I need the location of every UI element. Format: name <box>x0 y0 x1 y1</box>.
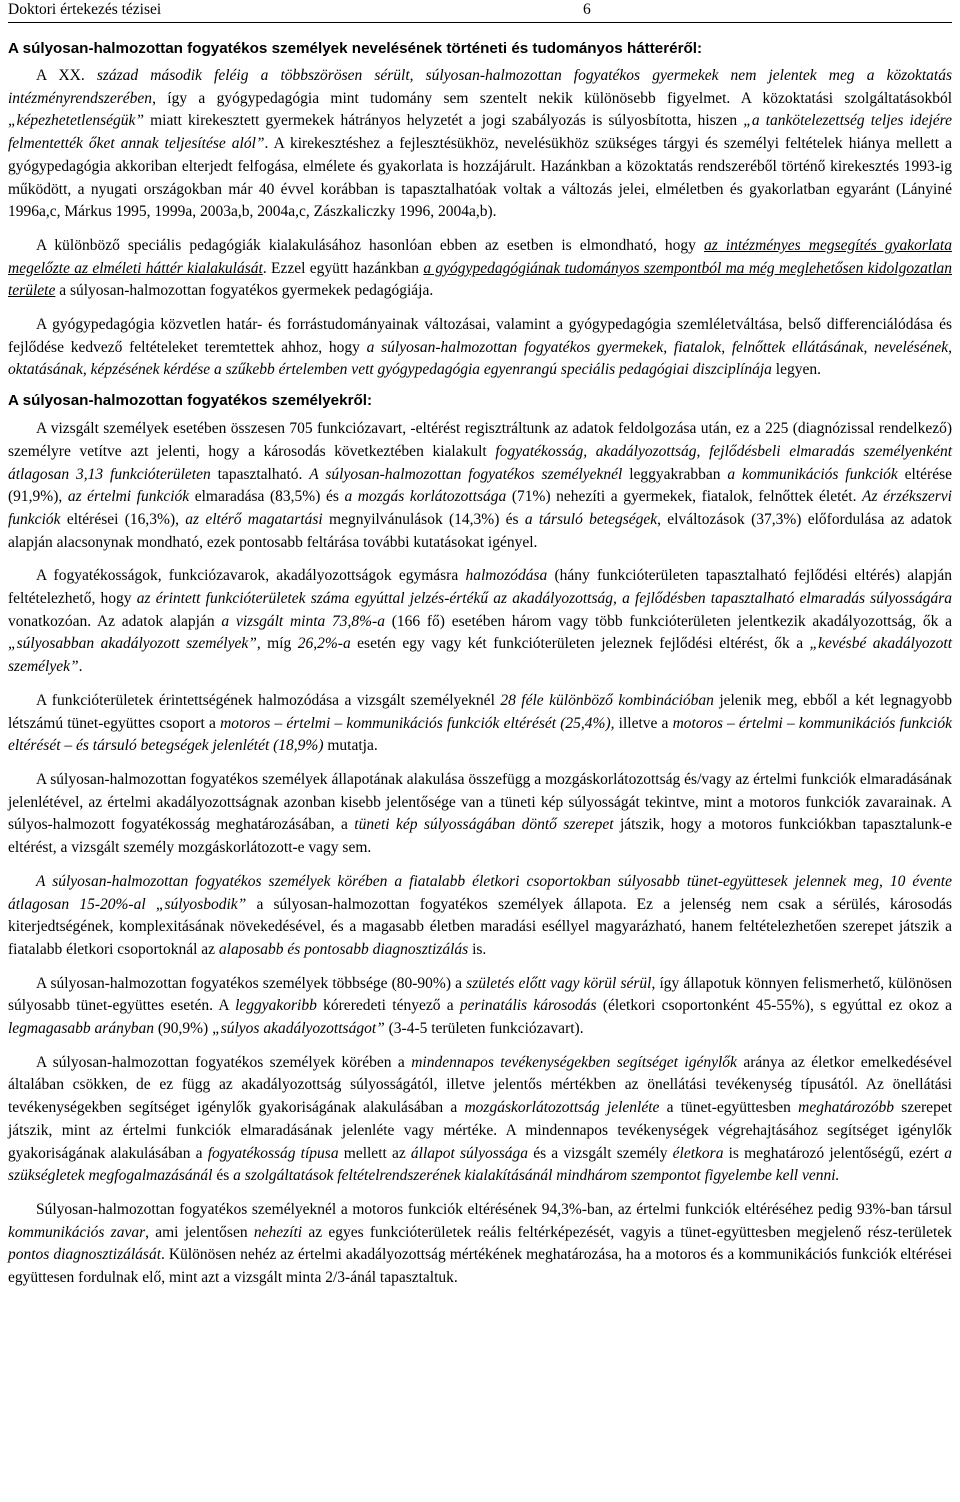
section-heading-history: A súlyosan-halmozottan fogyatékos személyek nevelésének történeti és tudományos hátteréről: <box>8 40 703 57</box>
paragraph-6: A funkcióterületek érintettségének halmozódása a vizsgált személyeknél 28 féle különböző kombinációban jelenik meg, ebből a két legnagyobb létszámú tünet-együttes csoport a motoros – értelmi – kommunikációs funkciók eltérését (25,4%), illetve a motoros – értelmi – kommunikációs funkciók eltérését – és társuló betegségek jelenlétét (18,9%) mutatja. <box>8 691 953 755</box>
paragraph-1: A XX. század második feléig a többszörösen sérült, súlyosan-halmozottan fogyatékos gyermekek nem jelentek meg a közoktatás intézményrendszerében, így a gyógypedagógia mint tudomány sem szentelt nekik különösebb figyelmet. A közoktatási szolgáltatásokból „képezhetetlenségük” miatt kirekesztett gyermekek hátrányos helyzetét a jogi szabályozás is súlyosbította, hiszen „a tankötelezettség teljes idejére felmentették őket annak teljesítése alól”. A kirekesztéshez a fejlesztésükhöz, nevelésükhöz szükséges tárgyi és személyi feltételek hiánya mellett a gyógypedagógia akkoriban elterjedt felfogása, elmélete és gyakorlata is hozzájárult. Hazánkban a közoktatás rendszeréből történő kirekesztés 1993-ig működött, a nyugati országokban már 40 évvel korábban is tapasztalhatóak voltak a változás jelei, elméletben és gyakorlatban egyaránt (Lányiné 1996a,c, Márkus 1995, 1999a, 2003a,b, 2004a,c, Zászkaliczky 1996, 2004a,b). <box>8 67 953 221</box>
paragraph-4: A vizsgált személyek esetében összesen 705 funkciózavart, -eltérést regisztráltunk az adatok feldolgozása után, ez a 225 (diagnózissal rendelkező) személyre vetítve azt jelenti, hogy a károsodás következtében kialakult fogyatékosság, akadályozottság, fejlődésbeli elmaradás személyenként átlagosan 3,13 funkcióterületen tapasztalható. A súlyosan-halmozottan fogyatékos személyeknél leggyakrabban a kommunikációs funkciók eltérése (91,9%), az értelmi funkciók elmaradása (83,5%) és a mozgás korlátozottsága (71%) nehezíti a gyermekek, fiatalok, felnőttek életét. Az érzékszervi funkciók eltérései (16,3%), az eltérő magatartási megnyilvánulások (14,3%) és a társuló betegségek, elváltozások (37,3%) előfordulása az adatok alapján alacsonynak mondható, ezek pontosabb feltárása további kutatásokat igényel. <box>8 420 952 551</box>
header-title: Doktori értekezés tézisei <box>8 1 162 18</box>
paragraph-9: A súlyosan-halmozottan fogyatékos személyek többsége (80-90%) a születés előtt vagy körül sérül, így állapotuk könnyen felismerhető, különösen súlyosabb tünet-együttes esetén. A leggyakoribb kóreredeti tényező a perinatális károsodás (életkori csoportonként 45-55%), s egyúttal ez okoz a legmagasabb arányban (90,9%) „súlyos akadályozottságot” (3-4-5 területen funkciózavart). <box>8 974 952 1038</box>
paragraph-11: Súlyosan-halmozottan fogyatékos személyeknél a motoros funkciók eltérésének 94,3%-ban, az értelmi funkciók eltéréséhez pedig 93%-ban társul kommunikációs zavar, ami jelentősen nehezíti az egyes funkcióterületek reális feltérképezését, vagyis a tünet-együttesben megjelenő rész-területek pontos diagnosztizálását. Különösen nehéz az értelmi akadályozottság mértékének meghatározása, ha a motoros és a kommunikációs funkciók eltérései együttesen fordulnak elő, mint azt a vizsgált minta 2/3-ánál tapasztaltuk. <box>8 1200 952 1287</box>
paragraph-10: A súlyosan-halmozottan fogyatékos személyek körében a mindennapos tevékenységekben segítséget igénylők aránya az életkor emelkedésével általában csökken, de ez függ az akadályozottság súlyosságától, illetve jelentős mértékben az önellátási tevékenység típusától. Az önellátási tevékenységekben segítséget igénylők gyakoriságának alakulásában a mozgáskorlátozottság jelenléte a tünet-együttesben meghatározóbb szerepet játszik, mint az értelmi funkciók elmaradásának jelenléte vagy mértéke. A mindennapos tevékenységek végrehajtásához segítséget igénylők gyakoriságának alakulásában a fogyatékosság típusa mellett az állapot súlyossága és a vizsgált személy életkora is meghatározó jelentőségű, ezért a szükségletek megfogalmazásánál és a szolgáltatások feltételrendszerének kialakításánál mindhárom szempontot figyelembe kell venni. <box>8 1053 953 1185</box>
paragraph-2: A különböző speciális pedagógiák kialakulásához hasonlóan ebben az esetben is elmondható, hogy az intézményes megsegítés gyakorlata megelőzte az elméleti háttér kialakulását. Ezzel együtt hazánkban a gyógypedagógiának tudományos szempontból ma még meglehetősen kidolgozatlan területe a súlyosan-halmozottan fogyatékos gyermekek pedagógiája. <box>8 236 953 300</box>
paragraph-8: A súlyosan-halmozottan fogyatékos személyek körében a fiatalabb életkori csoportokban súlyosabb tünet-együttesek jelennek meg, 10 évente átlagosan 15-20%-al „súlyosbodik” a súlyosan-halmozottan fogyatékos személyek állapota. Ez a jelenség nem csak a sérülés, károsodás kiterjedtségének, komplexitásának növekedésével, és a magasabb életben maradási eséllyel magyarázható, hanem feltételezhetően szerepet játszik a fiatalabb életkori csoportoknál az alaposabb és pontosabb diagnosztizálás is. <box>8 872 953 958</box>
paragraph-7: A súlyosan-halmozottan fogyatékos személyek állapotának alakulása összefügg a mozgáskorlátozottság és/vagy az értelmi funkciók elmaradásának jelenlétével, az értelmi akadályozottságnak azonban kisebb jelentősége van a tüneti kép súlyosságát tekintve, mint a motoros funkciók zavarainak. A súlyos-halmozott fogyatékosság meghatározásában, a tüneti kép súlyosságában döntő szerepet játszik, hogy a motoros funkciókban tapasztalunk-e eltérést, a vizsgált személy mozgáskorlátozott-e vagy sem. <box>8 770 953 857</box>
document-page <box>8 0 952 1290</box>
page-number: 6 <box>583 1 591 18</box>
paragraph-5: A fogyatékosságok, funkciózavarok, akadályozottságok egymásra halmozódása (hány funkcióterületen tapasztalható fejlődési eltérés) alapján feltételezhető, hogy az érintett funkcióterületek száma egyúttal jelzés-értékű az akadályozottság, a fejlődésben tapasztalható elmaradás súlyosságára vonatkozóan. Az adatok alapján a vizsgált minta 73,8%-a (166 fő) esetében három vagy több funkcióterületen jelentkezik akadályozottság, ők a „súlyosabban akadályozott személyek”, míg 26,2%-a esetén egy vagy két funkcióterületen jeleznek fejlődési eltérést, ők a „kevésbé akadályozott személyek”. <box>8 567 953 676</box>
paragraph-3: A gyógypedagógia közvetlen határ- és forrástudományainak változásai, valamint a gyógypedagógia szemléletváltása, belső differenciálódása és fejlődése kedvező feltételeket teremtettek ahhoz, hogy a súlyosan-halmozottan fogyatékos gyermekek, fiatalok, felnőttek ellátásának, nevelésének, oktatásának, képzésének kérdése a szűkebb értelemben vett gyógypedagógia egyenrangú speciális pedagógiai diszciplínája legyen. <box>8 316 952 379</box>
section-heading-persons: A súlyosan-halmozottan fogyatékos személyekről: <box>8 392 373 410</box>
page-header <box>8 0 952 23</box>
